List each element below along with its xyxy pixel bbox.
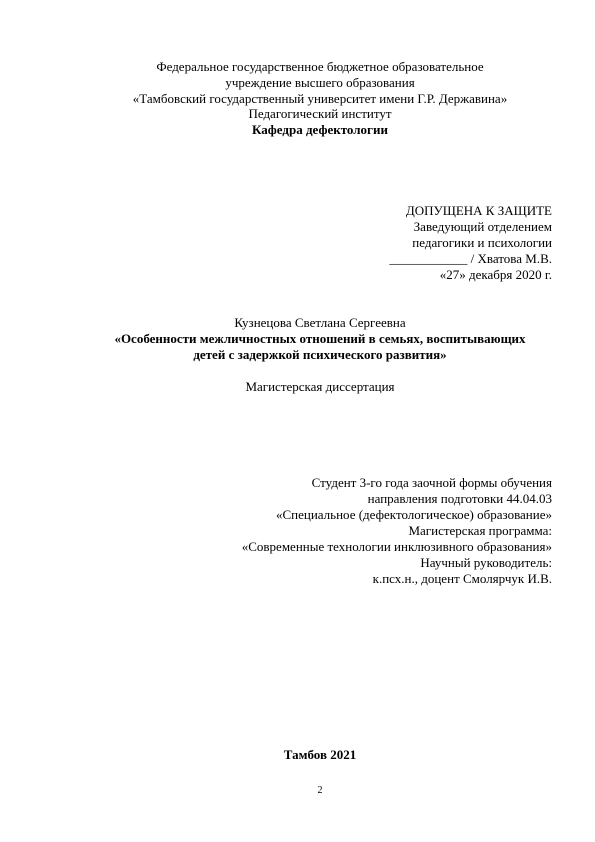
thesis-title-line-2: детей с задержкой психического развития» xyxy=(193,347,447,362)
approval-title: ДОПУЩЕНА К ЗАЩИТЕ xyxy=(405,203,552,218)
page-number: 2 xyxy=(317,785,323,796)
student-info-line-4: Магистерская программа: xyxy=(408,523,552,538)
approval-position-line-1: Заведующий отделением xyxy=(413,219,552,234)
supervisor-name: к.псх.н., доцент Смолярчук И.В. xyxy=(372,571,552,586)
thesis-type: Магистерская диссертация xyxy=(245,379,395,394)
institution-line-2: учреждение высшего образования xyxy=(225,75,415,90)
approval-signature: ____________ / Хватова М.В. xyxy=(389,251,552,266)
approval-date: «27» декабря 2020 г. xyxy=(439,267,552,282)
department-name: Кафедра дефектологии xyxy=(252,122,388,137)
thesis-title-line-1: «Особенности межличностных отношений в семьях, воспитывающих xyxy=(114,331,526,346)
university-name: «Тамбовский государственный университет имени Г.Р. Державина» xyxy=(132,91,508,106)
student-info-line-1: Студент 3-го года заочной формы обучения xyxy=(311,475,552,490)
institution-line-1: Федеральное государственное бюджетное образовательное xyxy=(156,59,484,74)
student-info-line-3: «Специальное (дефектологическое) образование» xyxy=(275,507,552,522)
thesis-author: Кузнецова Светлана Сергеевна xyxy=(234,315,406,330)
supervisor-label: Научный руководитель: xyxy=(420,555,552,570)
student-info-line-2: направления подготовки 44.04.03 xyxy=(367,491,552,506)
city-year: Тамбов 2021 xyxy=(283,747,357,762)
approval-position-line-2: педагогики и психологии xyxy=(412,235,552,250)
institute-name: Педагогический институт xyxy=(248,106,392,121)
student-info-line-5: «Современные технологии инклюзивного образования» xyxy=(241,539,552,554)
